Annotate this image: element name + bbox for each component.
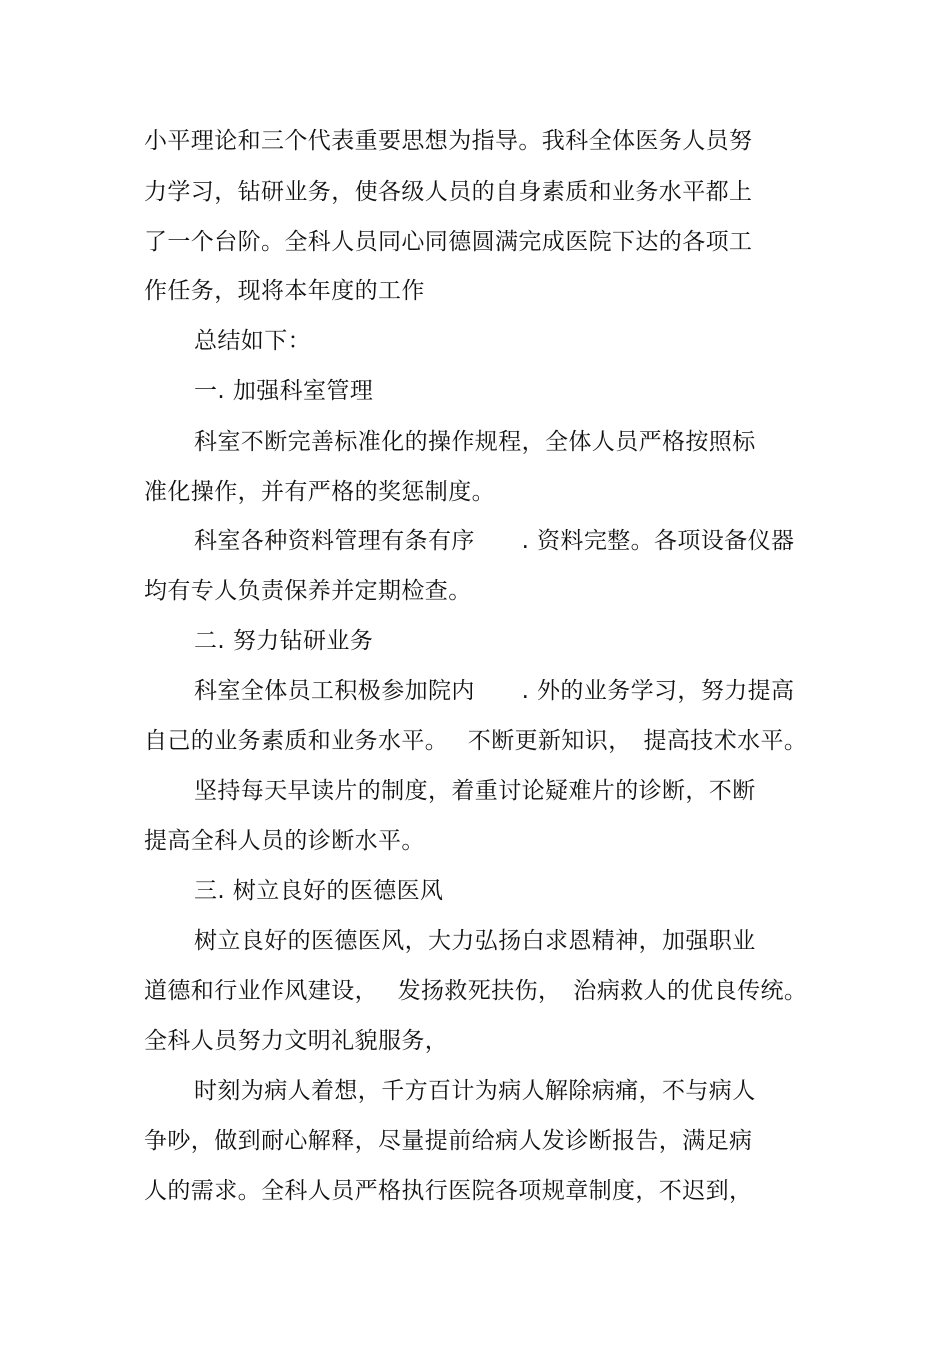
text-line: 全科人员努力文明礼貌服务，	[144, 1028, 449, 1054]
text-line: 科室各种资料管理有条有序 . 资料完整。各项设备仪器	[194, 528, 795, 554]
text-line: 均有专人负责保养并定期检查。	[144, 578, 472, 604]
text-line: 道德和行业作风建设， 发扬救死扶伤， 治病救人的优良传统。	[144, 978, 808, 1004]
text-line: 提高全科人员的诊断水平。	[144, 828, 425, 854]
text-line: 准化操作，并有严格的奖惩制度。	[144, 479, 495, 505]
section-heading: 二. 努力钻研业务	[194, 628, 374, 654]
text-line: 人的需求。全科人员严格执行医院各项规章制度，不迟到，	[144, 1178, 753, 1204]
text-line: 力学习，钻研业务，使各级人员的自身素质和业务水平都上	[144, 179, 753, 205]
text-line: 小平理论和三个代表重要思想为指导。我科全体医务人员努	[144, 128, 753, 154]
text-line: 科室不断完善标准化的操作规程，全体人员严格按照标	[194, 429, 756, 455]
text-line: 总结如下：	[194, 328, 311, 354]
text-line: 了一个台阶。全科人员同心同德圆满完成医院下达的各项工	[144, 229, 753, 255]
text-line: 时刻为病人着想，千方百计为病人解除病痛，不与病人	[194, 1078, 756, 1104]
section-heading: 一. 加强科室管理	[194, 378, 374, 404]
text-line: 作任务，现将本年度的工作	[144, 278, 425, 304]
text-line: 科室全体员工积极参加院内 . 外的业务学习，努力提高	[194, 678, 795, 704]
text-line: 坚持每天早读片的制度，着重讨论疑难片的诊断，不断	[194, 778, 756, 804]
text-line: 自己的业务素质和业务水平。 不断更新知识， 提高技术水平。	[144, 728, 808, 754]
text-line: 树立良好的医德医风，大力弘扬白求恩精神，加强职业	[194, 928, 756, 954]
section-heading: 三. 树立良好的医德医风	[194, 878, 444, 904]
text-line: 争吵，做到耐心解释，尽量提前给病人发诊断报告，满足病	[144, 1128, 753, 1154]
